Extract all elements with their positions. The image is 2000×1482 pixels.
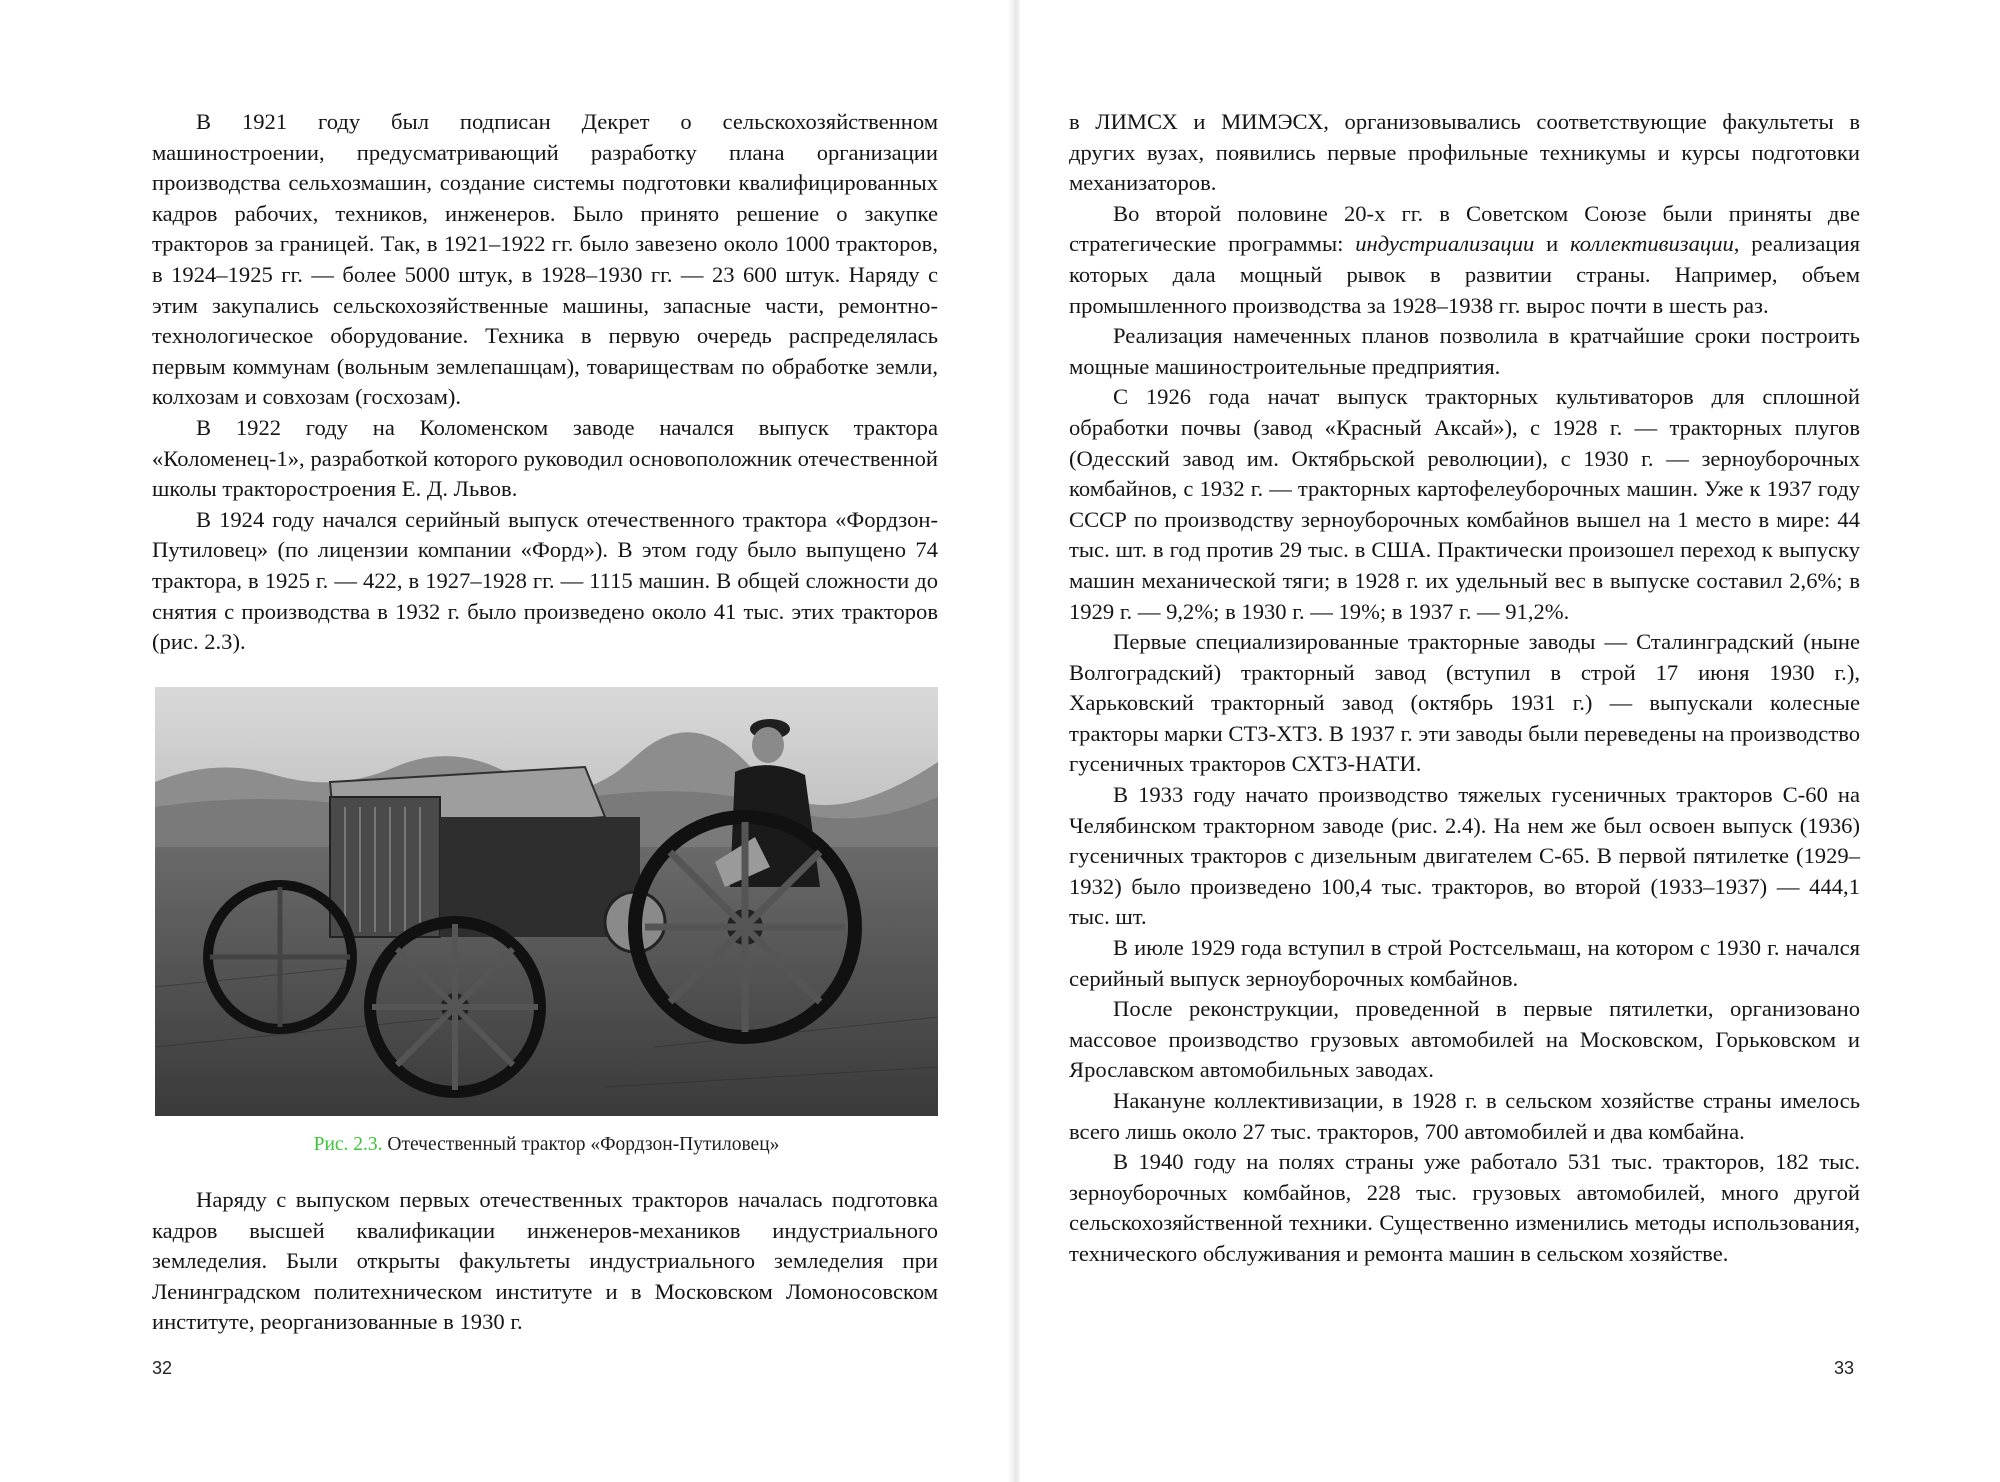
paragraph: Наряду с выпуском первых отечественных тракторов началась подготовка кадров высшей квалификации инженеров-механиков индустриального земледелия. Были открыты факультеты индустриального земледелия при Ленинградском политехническом институте и в Московском Ломоносовском институте, реорганизованные в 1930 г. (152, 1187, 938, 1335)
paragraph: С 1926 года начат выпуск тракторных культиваторов для сплошной обработки почвы (завод «Красный Аксай»), с 1928 г. — тракторных плугов (Одесский завод им. Октябрьской революции), с 1930 г. — зерноуборочных комбайнов, с 1932 г. — тракторных картофелеуборочных машин. Уже к 1937 году СССР по производству зерноуборочных комбайнов вышел на 1 место в мире: 44 тыс. шт. в год против 29 тыс. в США. Практически произошел переход к выпуску машин механической тяги; в 1928 г. их удельный вес в выпуске составил 2,6%; в 1929 г. — 9,2%; в 1930 г. — 19%; в 1937 г. — 91,2%. (1069, 384, 1860, 624)
paragraph: Накануне коллективизации, в 1928 г. в сельском хозяйстве страны имелось всего лишь около 27 тыс. тракторов, 700 автомобилей и два комбайна. (1069, 1088, 1860, 1144)
paragraph: в ЛИМСХ и МИМЭСХ, организовывались соответствующие факультеты в других вузах, появились первые профильные техникумы и курсы подготовки механизаторов. (1069, 109, 1860, 196)
right-text (1069, 107, 1860, 1270)
paragraph: Во второй половине 20-х гг. в Советском Союзе были приняты две стратегические программы: индустриализации и коллективизации, реализация которых дала мощный рывок в развитии страны. Например, объем промышленного производства за 1928–1938 гг. вырос почти в шесть раз. (1069, 200, 1860, 318)
left-text-bottom (152, 1185, 938, 1338)
paragraph: В 1933 году начато производство тяжелых гусеничных тракторов С-60 на Челябинском тракторном заводе (рис. 2.4). На нем же был освоен выпуск (1936) гусеничных тракторов с дизельным двигателем С-65. В первой пятилетке (1929–1932) было произведено 100,4 тыс. тракторов, во второй (1933–1937) — 444,1 тыс. шт. (1069, 782, 1860, 930)
emphasis: индустриализации (1355, 231, 1535, 257)
emphasis: коллективизации (1570, 231, 1734, 257)
figure-caption (155, 1134, 938, 1156)
page-number-right: 33 (1834, 1358, 1855, 1378)
paragraph: В июле 1929 года вступил в строй Ростсельмаш, на котором с 1930 г. начался серийный выпуск зерноуборочных комбайнов. (1069, 935, 1860, 991)
page-number-left: 32 (152, 1358, 173, 1378)
paragraph: Реализация намеченных планов позволила в кратчайшие сроки построить мощные машиностроительные предприятия. (1069, 323, 1860, 379)
paragraph: В 1922 году на Коломенском заводе начался выпуск трактора «Коломенец-1», разработкой которого руководил основоположник отечественной школы тракторостроения Е. Д. Львов. (152, 414, 938, 502)
paragraph: В 1924 году начался серийный выпуск отечественного трактора «Фордзон-Путиловец» (по лицензии компании «Форд»). В этом году было выпущено 74 трактора, в 1925 г. — 422, в 1927–1928 гг. — 1115 машин. В общей сложности до снятия с производства в 1932 г. было произведено около 41 тыс. этих тракторов (рис. 2.3). (152, 506, 938, 655)
paragraph: В 1921 году был подписан Декрет о сельскохозяйственном машиностроении, предусматривающий разработку плана организации производства сельхозмашин, создание системы подготовки квалифицированных кадров рабочих, техников, инженеров. Было принято решение о закупке тракторов за границей. Так, в 1921–1922 гг. было завезено около 1000 тракторов, в 1924–1925 гг. — более 5000 штук, в 1928–1930 гг. — 23 600 штук. Наряду с этим закупались сельскохозяйственные машины, запасные части, ремонтно-технологическое оборудование. Техника в первую очередь распределялась первым коммунам (вольным землепашцам), товариществам по обработке земли, колхозам и совхозам (госхозам). (152, 109, 938, 410)
paragraph: После реконструкции, проведенной в первые пятилетки, организовано массовое производство грузовых автомобилей на Московском, Горьковском и Ярославском автомобильных заводах. (1069, 996, 1860, 1083)
left-text-top (152, 107, 938, 658)
paragraph: Первые специализированные тракторные заводы — Сталинградский (ныне Волгоградский) тракторный завод (вступил в строй 17 июня 1930 г.), Харьковский тракторный завод (октябрь 1931 г.) — выпускали колесные тракторы марки СТЗ-ХТЗ. В 1937 г. эти заводы были переведены на производство гусеничных тракторов СХТЗ-НАТИ. (1069, 629, 1860, 777)
tractor-photo (155, 687, 938, 1116)
figure-label: Рис. 2.3. (313, 1134, 383, 1155)
paragraph: В 1940 году на полях страны уже работало 531 тыс. тракторов, 182 тыс. зерноуборочных комбайнов, 228 тыс. грузовых автомобилей, много другой сельскохозяйственной техники. Существенно изменились методы использования, технического обслуживания и ремонта машин в сельском хозяйстве. (1069, 1149, 1860, 1266)
figure-caption-text: Отечественный трактор «Фордзон-Путиловец» (387, 1134, 780, 1155)
